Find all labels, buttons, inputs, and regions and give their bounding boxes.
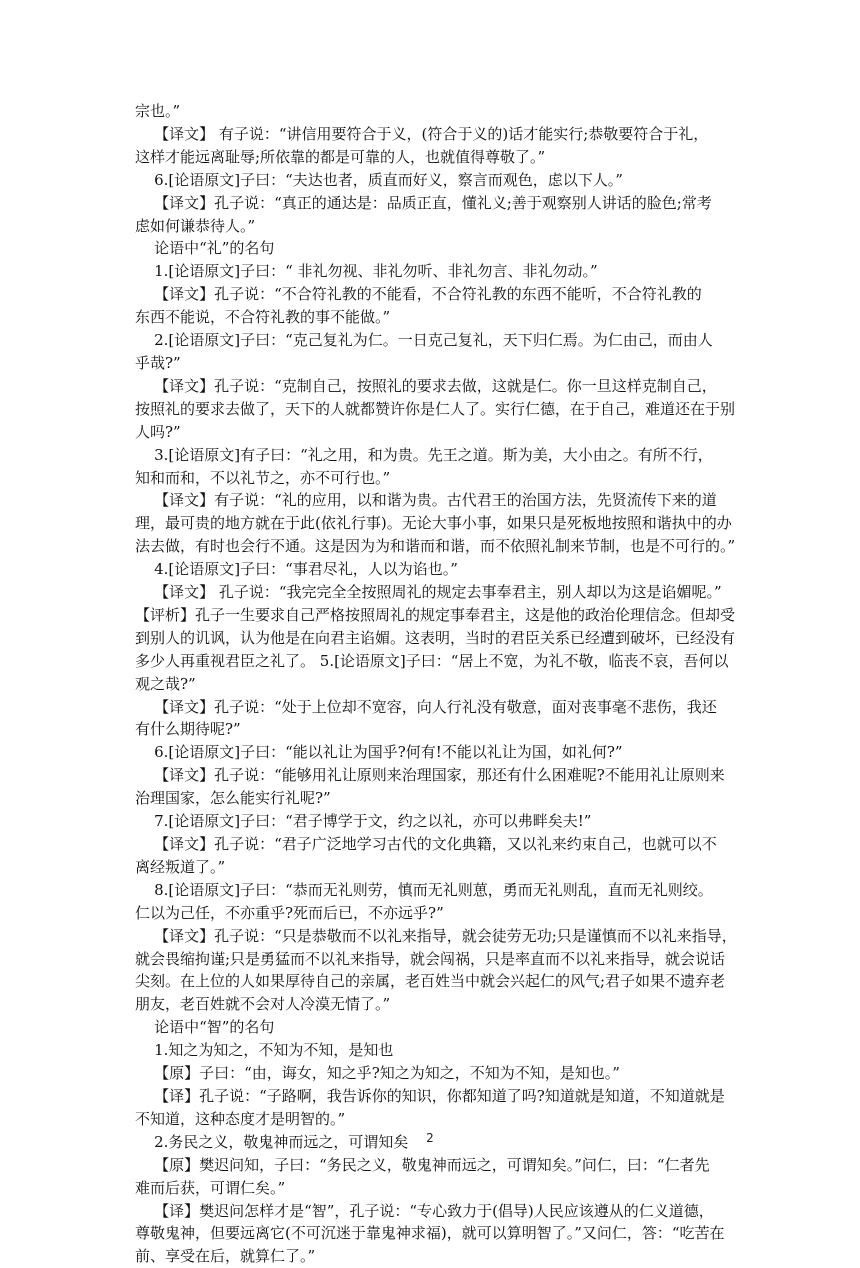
text-line: 知和而和，不以礼节之，亦不可行也。” [135,468,391,487]
text-line: 理，最可贵的地方就在于此(依礼行事)。无论大事小事，如果只是死板地按照和谐执中的办 [135,514,732,533]
text-line: 【译文】孔子说：“处于上位却不宽容，向人行礼没有敬意，面对丧事毫不悲伤，我还 [135,697,717,716]
text-line: 【译】樊迟问怎样才是“智”，孔子说：“专心致力于(倡导)人民应该遵从的仁义道德， [135,1201,714,1220]
text-line: 8.[论语原文]子曰：“恭而无礼则劳，慎而无礼则葸，勇而无礼则乱，直而无礼则绞。 [135,880,713,899]
text-line: 人吗?” [135,422,181,441]
text-line: 【译文】孔子说：“只是恭敬而不以礼来指导，就会徒劳无功;只是谨慎而不以礼来指导， [135,926,737,945]
text-line: 尖刻。在上位的人如果厚待自己的亲属，老百姓当中就会兴起仁的风气;君子如果不遗弃老 [135,972,726,991]
text-line: 就会畏缩拘谨;只是勇猛而不以礼来指导，就会闯祸，只是率直而不以礼来指导，就会说话 [135,949,726,968]
text-line: 前、享受在后，就算仁了。” [135,1247,316,1266]
text-line: 论语中“礼”的名句 [135,239,275,258]
text-line: 虑如何谦恭待人。” [135,216,256,235]
text-line: 有什么期待呢?” [135,720,241,739]
text-line: 宗也。” [135,102,181,120]
text-line: 不知道，这种态度才是明智的。” [135,1109,346,1128]
text-line: 仁以为己任，不亦重乎?死而后已，不亦远乎?” [135,903,444,922]
text-line: 【原】樊迟问知，子曰：“务民之义，敬鬼神而远之，可谓知矣。”问仁，曰：“仁者先 [135,1155,710,1174]
text-line: 1.[论语原文]子曰：“ 非礼勿视、非礼勿听、非礼勿言、非礼勿动。” [135,262,598,281]
text-line: 【译文】有子说：“礼的应用，以和谐为贵。古代君王的治国方法，先贤流传下来的道 [135,491,717,510]
text-line: 【译文】孔子说：“真正的通达是：品质正直，懂礼义;善于观察别人讲话的脸色;常考 [135,193,712,212]
text-line: 离经叛道了。” [135,857,226,876]
text-line: 到别人的讥讽，认为他是在向君主谄媚。这表明，当时的君臣关系已经遭到破坏，已经没有 [135,628,736,647]
text-line: 按照礼的要求去做了，天下的人就都赞许你是仁人了。实行仁德，在于自己，难道还在于别 [135,399,736,418]
text-line: 【译文】孔子说：“能够用礼让原则来治理国家，那还有什么困难呢?不能用礼让原则来 [135,766,725,785]
text-line: 东西不能说，不合符礼教的事不能做。” [135,308,391,327]
text-line: 这样才能远离耻辱;所依靠的都是可靠的人，也就值得尊敬了。” [135,147,546,166]
text-line: 治理国家，怎么能实行礼呢?” [135,789,331,808]
text-line: 3.[论语原文]有子曰：“礼之用，和为贵。先王之道。斯为美，大小由之。有所不行， [135,445,713,464]
text-line: 2.[论语原文]子曰：“克己复礼为仁。一日克己复礼，天下归仁焉。为仁由己，而由人 [135,331,713,350]
text-line: 难而后获，可谓仁矣。” [135,1178,286,1197]
text-line: 7.[论语原文]子曰：“君子博学于文，约之以礼，亦可以弗畔矣夫!” [135,812,592,831]
text-line: 法去做，有时也会行不通。这是因为为和谐而和谐，而不依照礼制来节制，也是不可行的。” [135,537,736,556]
text-line: 【原】子曰：“由，诲女，知之乎?知之为知之，不知为不知，是知也。” [135,1064,620,1083]
text-line: 乎哉?” [135,353,181,372]
text-line: 【译】孔子说：“子路啊，我告诉你的知识，你都知道了吗?知道就是知道，不知道就是 [135,1086,725,1105]
body-text [135,100,737,1268]
page-number: 2 [426,1131,434,1145]
text-line: 1.知之为知之，不知为不知，是知也 [135,1041,394,1060]
text-line: 【译文】 有子说：“讲信用要符合于义，(符合于义的)话才能实行;恭敬要符合于礼， [135,124,709,143]
text-line: 朋友，老百姓就不会对人冷漠无情了。” [135,995,391,1014]
text-line: 6.[论语原文]子曰：“能以礼让为国乎?何有!不能以礼让为国，如礼何?” [135,743,623,762]
text-line: 4.[论语原文]子曰：“事君尽礼，人以为谄也。” [135,560,458,579]
text-line: 【译文】孔子说：“君子广泛地学习古代的文化典籍，又以礼来约束自己，也就可以不 [135,835,717,853]
text-line: 【评析】孔子一生要求自己严格按照周礼的规定事奉君主，这是他的政治伦理信念。但却受 [135,605,736,624]
text-line: 观之哉?” [135,674,196,693]
text-line: 【译文】 孔子说：“我完完全全按照周礼的规定去事奉君主，别人却以为这是谄媚呢。” [135,583,722,602]
text-line: 【译文】孔子说：“克制自己，按照礼的要求去做，这就是仁。你一旦这样克制自己， [135,376,717,395]
text-line: 2.务民之义，敬鬼神而远之，可谓知矣 [135,1132,409,1151]
text-line: 多少人再重视君臣之礼了。 5.[论语原文]子曰：“居上不宽，为礼不敬，临丧不哀，吾何以 [135,651,729,670]
text-line: 论语中“智”的名句 [135,1018,275,1037]
text-line: 尊敬鬼神，但要远离它(不可沉迷于靠鬼神求福)，就可以算明智了。”又问仁，答：“吃苦在 [135,1224,725,1243]
text-line: 6.[论语原文]子曰：“夫达也者，质直而好义，察言而观色，虑以下人。” [135,170,623,189]
text-line: 【译文】孔子说：“不合符礼教的不能看，不合符礼教的东西不能听，不合符礼教的 [135,285,702,304]
